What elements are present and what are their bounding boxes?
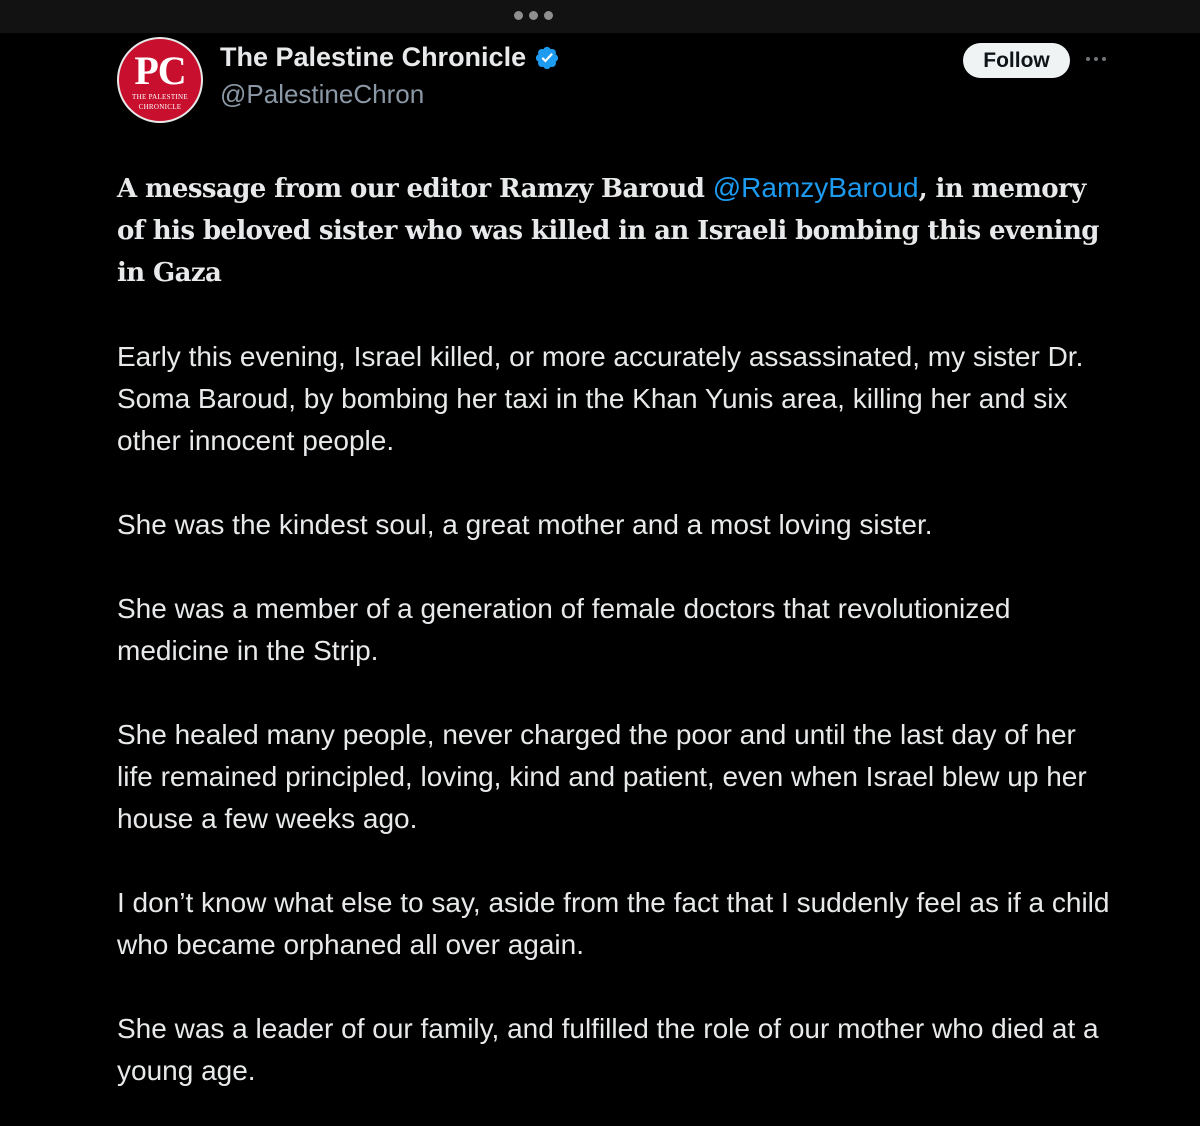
tweet-body: [117, 167, 1117, 1092]
avatar[interactable]: [117, 37, 203, 123]
author-name-row: [220, 42, 560, 73]
tweet-paragraph: I don’t know what else to say, aside from the fact that I suddenly feel as if a child who became orphaned all over again.: [117, 887, 1110, 960]
tweet-headline: [117, 167, 1117, 294]
more-options-icon[interactable]: [1086, 57, 1106, 61]
tweet-paragraph: She was a member of a generation of female doctors that revolutionized medicine in the Strip.: [117, 593, 1011, 666]
headline-text-after: , in memory of his beloved sister who was killed in an Israeli bombing this evening in Gaza: [117, 174, 1099, 288]
grabber-dot: [529, 11, 538, 20]
tweet-paragraph: She healed many people, never charged the poor and until the last day of her life remained principled, loving, kind and patient, even when Israel blew up her house a few weeks ago.: [117, 719, 1087, 834]
avatar-monogram: PC: [134, 48, 186, 93]
window-grabber-icon[interactable]: [514, 11, 553, 20]
verified-badge-icon[interactable]: [534, 45, 560, 71]
more-dot: [1102, 57, 1106, 61]
headline-text-before: A message from our editor Ramzy Baroud: [117, 174, 713, 204]
tweet-paragraph: She was a leader of our family, and fulfilled the role of our mother who died at a young age.: [117, 1013, 1099, 1086]
grabber-dot: [544, 11, 553, 20]
author-display-name[interactable]: The Palestine Chronicle: [220, 42, 527, 72]
tweet-paragraph: Early this evening, Israel killed, or more accurately assassinated, my sister Dr. Soma Baroud, by bombing her taxi in the Khan Yunis area, killing her and six other innocent people.: [117, 341, 1084, 456]
more-dot: [1094, 57, 1098, 61]
tweet-paragraph: She was the kindest soul, a great mother and a most loving sister.: [117, 509, 933, 540]
mention-link[interactable]: @RamzyBaroud: [712, 172, 919, 203]
more-dot: [1086, 57, 1090, 61]
author-handle[interactable]: @PalestineChron: [220, 79, 425, 109]
grabber-dot: [514, 11, 523, 20]
avatar-subtitle-line2: CHRONICLE: [138, 103, 182, 111]
avatar-subtitle-line1: THE PALESTINE: [132, 93, 188, 101]
window-top-bar: [0, 0, 1200, 33]
follow-button[interactable]: Follow: [963, 43, 1070, 78]
